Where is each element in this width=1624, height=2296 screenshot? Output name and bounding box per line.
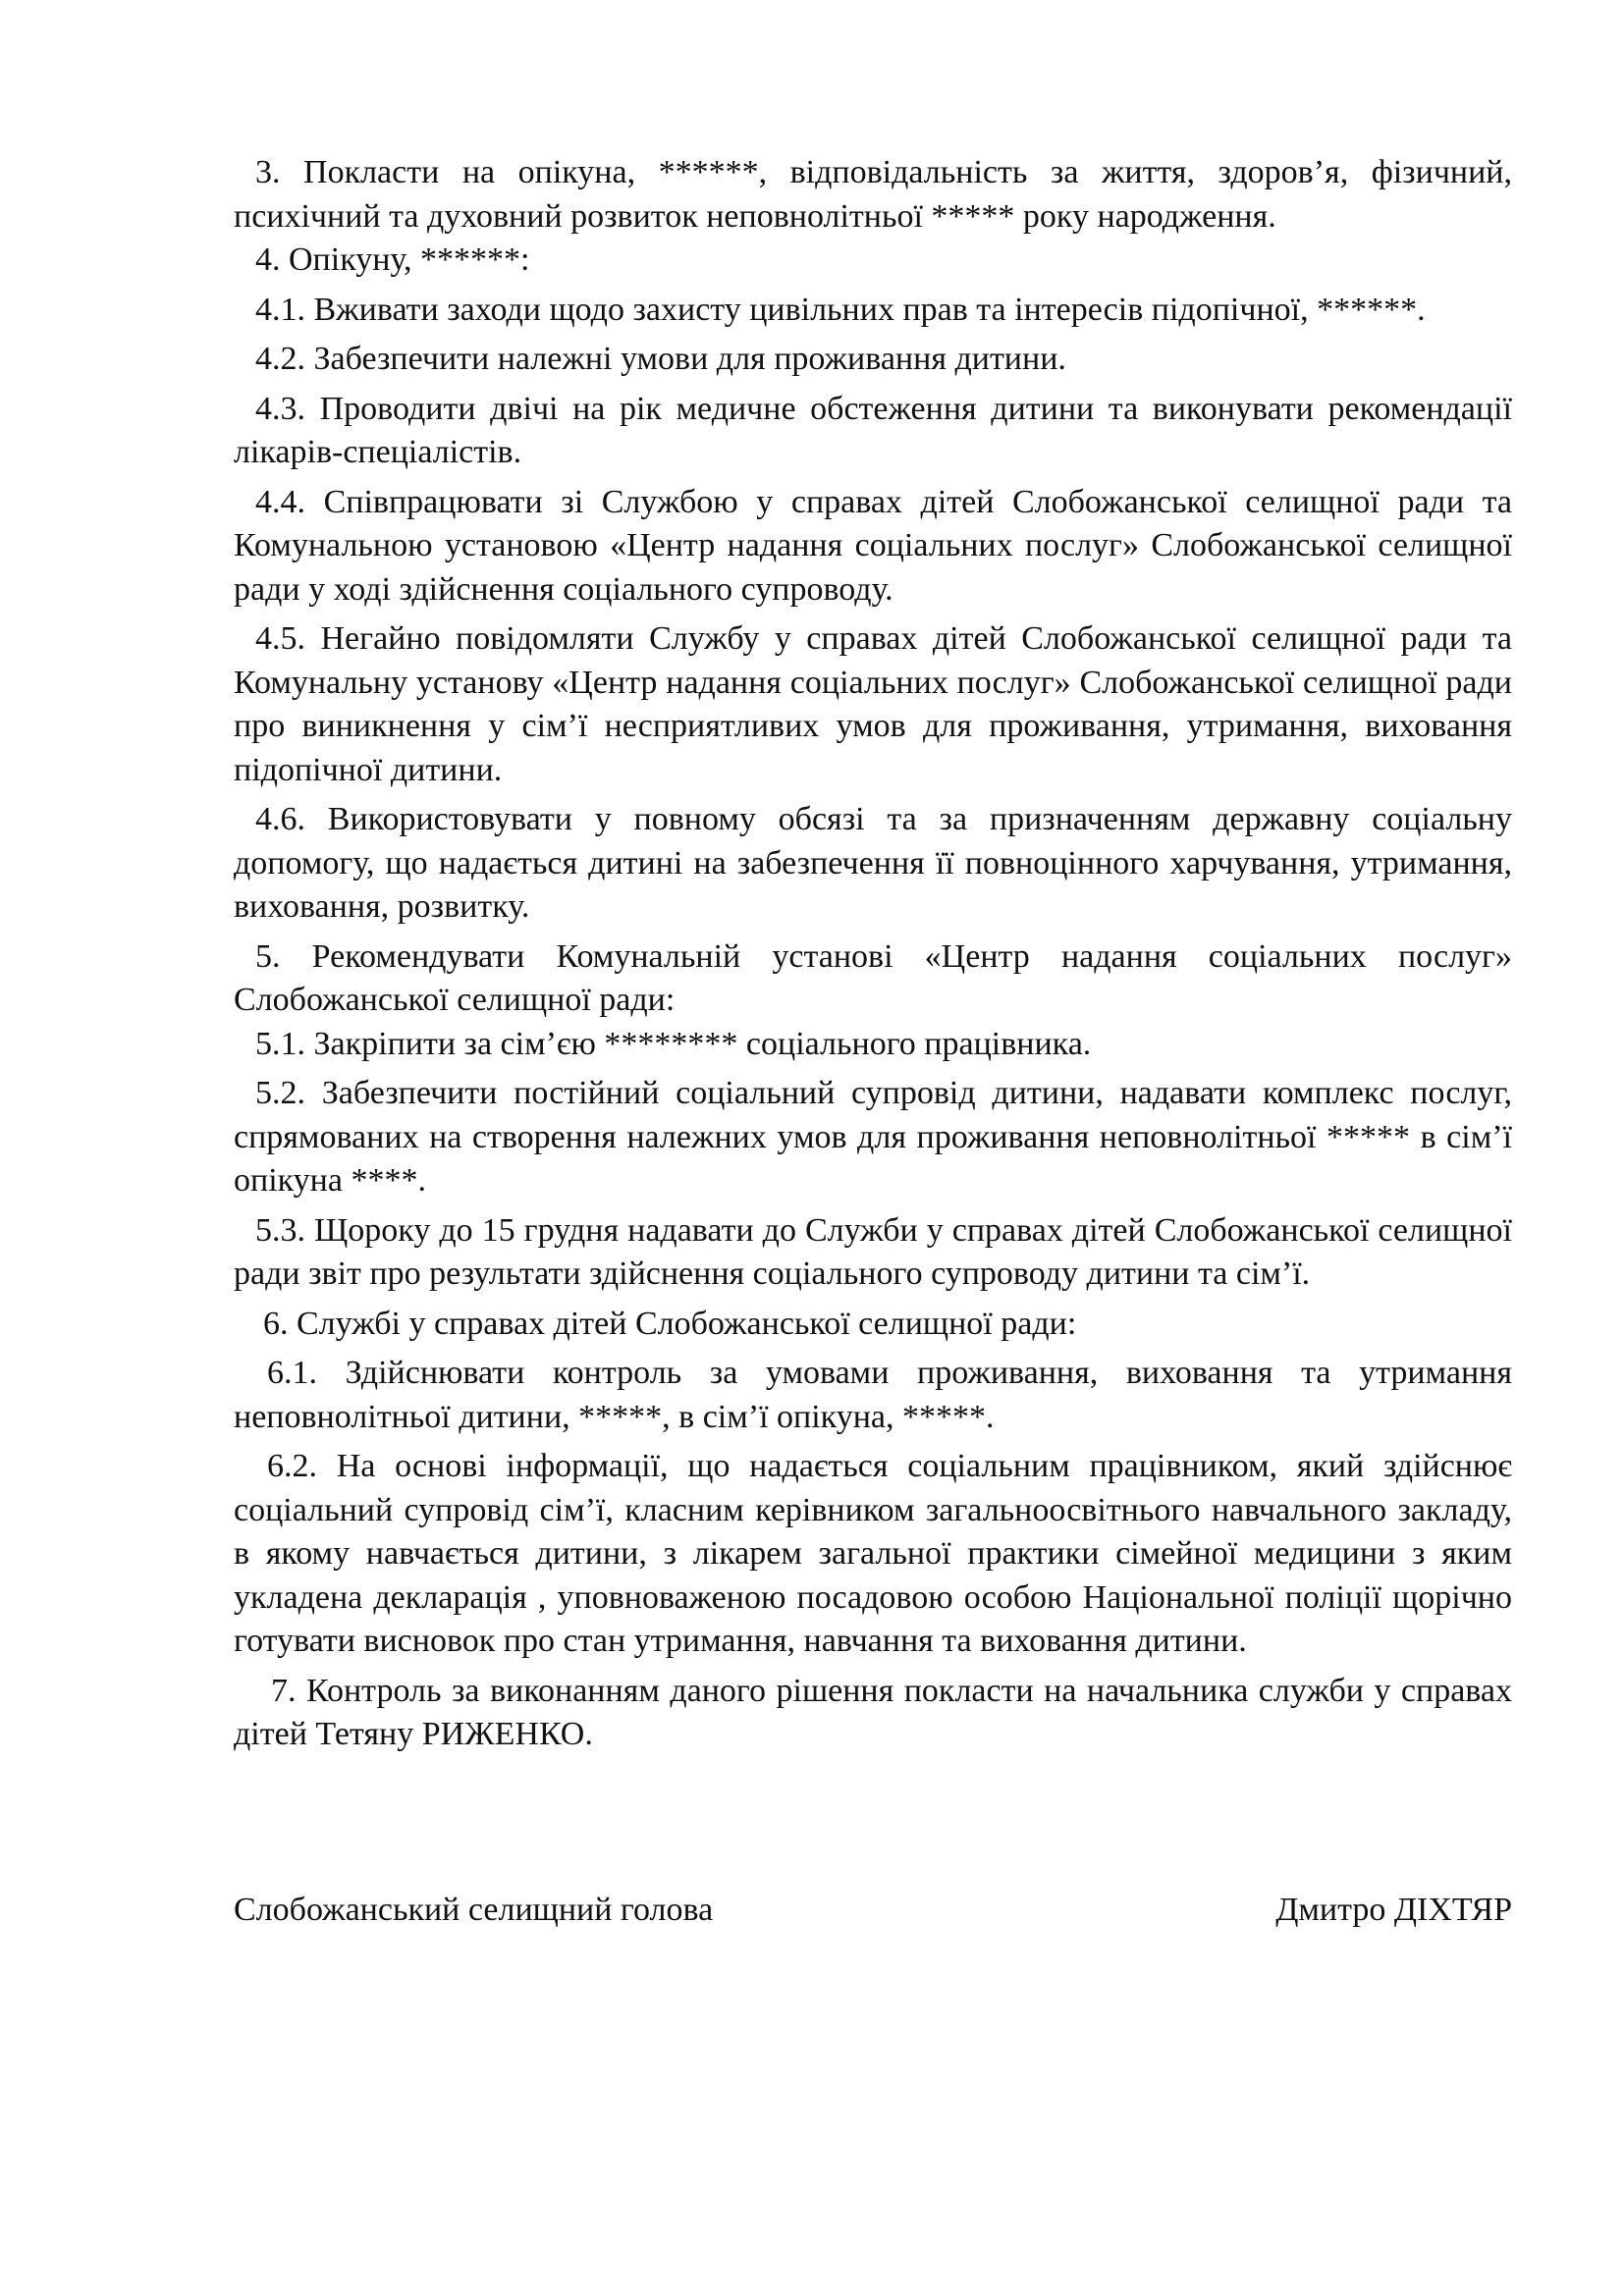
signature-block <box>234 1889 1512 1933</box>
signatory-name: Дмитро ДІХТЯР <box>1275 1892 1512 1928</box>
paragraph-4-3: 4.3. Проводити двічі на рік медичне обстеження дитини та виконувати рекомендації лікарів-спеціалістів. <box>234 390 1512 470</box>
paragraph-5: 5. Рекомендувати Комунальній установі «Центр надання соціальних послуг» Слобожанської селищної ради: <box>234 937 1512 1018</box>
paragraph-5-1: 5.1. Закріпити за сім’єю ******** соціального працівника. <box>255 1025 1092 1062</box>
paragraph-7: 7. Контроль за виконанням даного рішення покласти на начальника служби у справах дітей Тетяну РИЖЕНКО. <box>234 1672 1512 1752</box>
paragraph-6: 6. Службі у справах дітей Слобожанської селищної ради: <box>263 1305 1077 1342</box>
paragraph-4: 4. Опікуну, ******: <box>255 241 530 278</box>
paragraph-4-1: 4.1. Вживати заходи щодо захисту цивільних прав та інтересів підопічної, ******. <box>255 291 1426 328</box>
paragraph-4-5: 4.5. Негайно повідомляти Службу у справах дітей Слобожанської селищної ради та Комунальну установу «Центр надання соціальних послуг» Слобожанської селищної ради про виникнення у сім’ї несприятливих умов для проживання, утримання, виховання підопічної дитини. <box>234 620 1512 788</box>
paragraph-5-2: 5.2. Забезпечити постійний соціальний супровід дитини, надавати комплекс послуг, спрямованих на створення належних умов для проживання неповнолітньої ***** в сім’ї опікуна ****. <box>234 1075 1512 1199</box>
paragraph-6-2: 6.2. На основі інформації, що надається соціальним працівником, який здійснює соціальний супровід сім’ї, класним керівником загальноосвітнього навчального закладу, в якому навчається дитини, з лікарем загальної практики сімейної медицини з яким укладена декларація , уповноваженою посадовою особою Національної поліції щорічно готувати висновок про стан утримання, навчання та виховання дитини. <box>234 1448 1512 1659</box>
paragraph-6-1: 6.1. Здійснювати контроль за умовами проживання, виховання та утримання неповнолітньої дитини, *****, в сім’ї опікуна, *****. <box>234 1355 1512 1435</box>
paragraph-3: 3. Покласти на опікуна, ******, відповідальність за життя, здоров’я, фізичний, психічний та духовний розвиток неповнолітньої ***** року народження. <box>234 154 1512 235</box>
paragraph-4-4: 4.4. Співпрацювати зі Службою у справах дітей Слобожанської селищної ради та Комунальною установою «Центр надання соціальних послуг» Слобожанської селищної ради у ході здійснення соціального супроводу. <box>234 483 1512 608</box>
signatory-position: Слобожанський селищний голова <box>234 1892 714 1928</box>
decision-body <box>234 151 1512 1757</box>
paragraph-4-6: 4.6. Використовувати у повному обсязі та за призначенням державну соціальну допомогу, що надається дитині на забезпечення її повноцінного харчування, утримання, виховання, розвитку. <box>234 801 1512 925</box>
paragraph-5-3: 5.3. Щороку до 15 грудня надавати до Служби у справах дітей Слобожанської селищної ради звіт про результати здійснення соціального супроводу дитини та сім’ї. <box>234 1211 1512 1292</box>
paragraph-4-2: 4.2. Забезпечити належні умови для проживання дитини. <box>255 341 1066 377</box>
